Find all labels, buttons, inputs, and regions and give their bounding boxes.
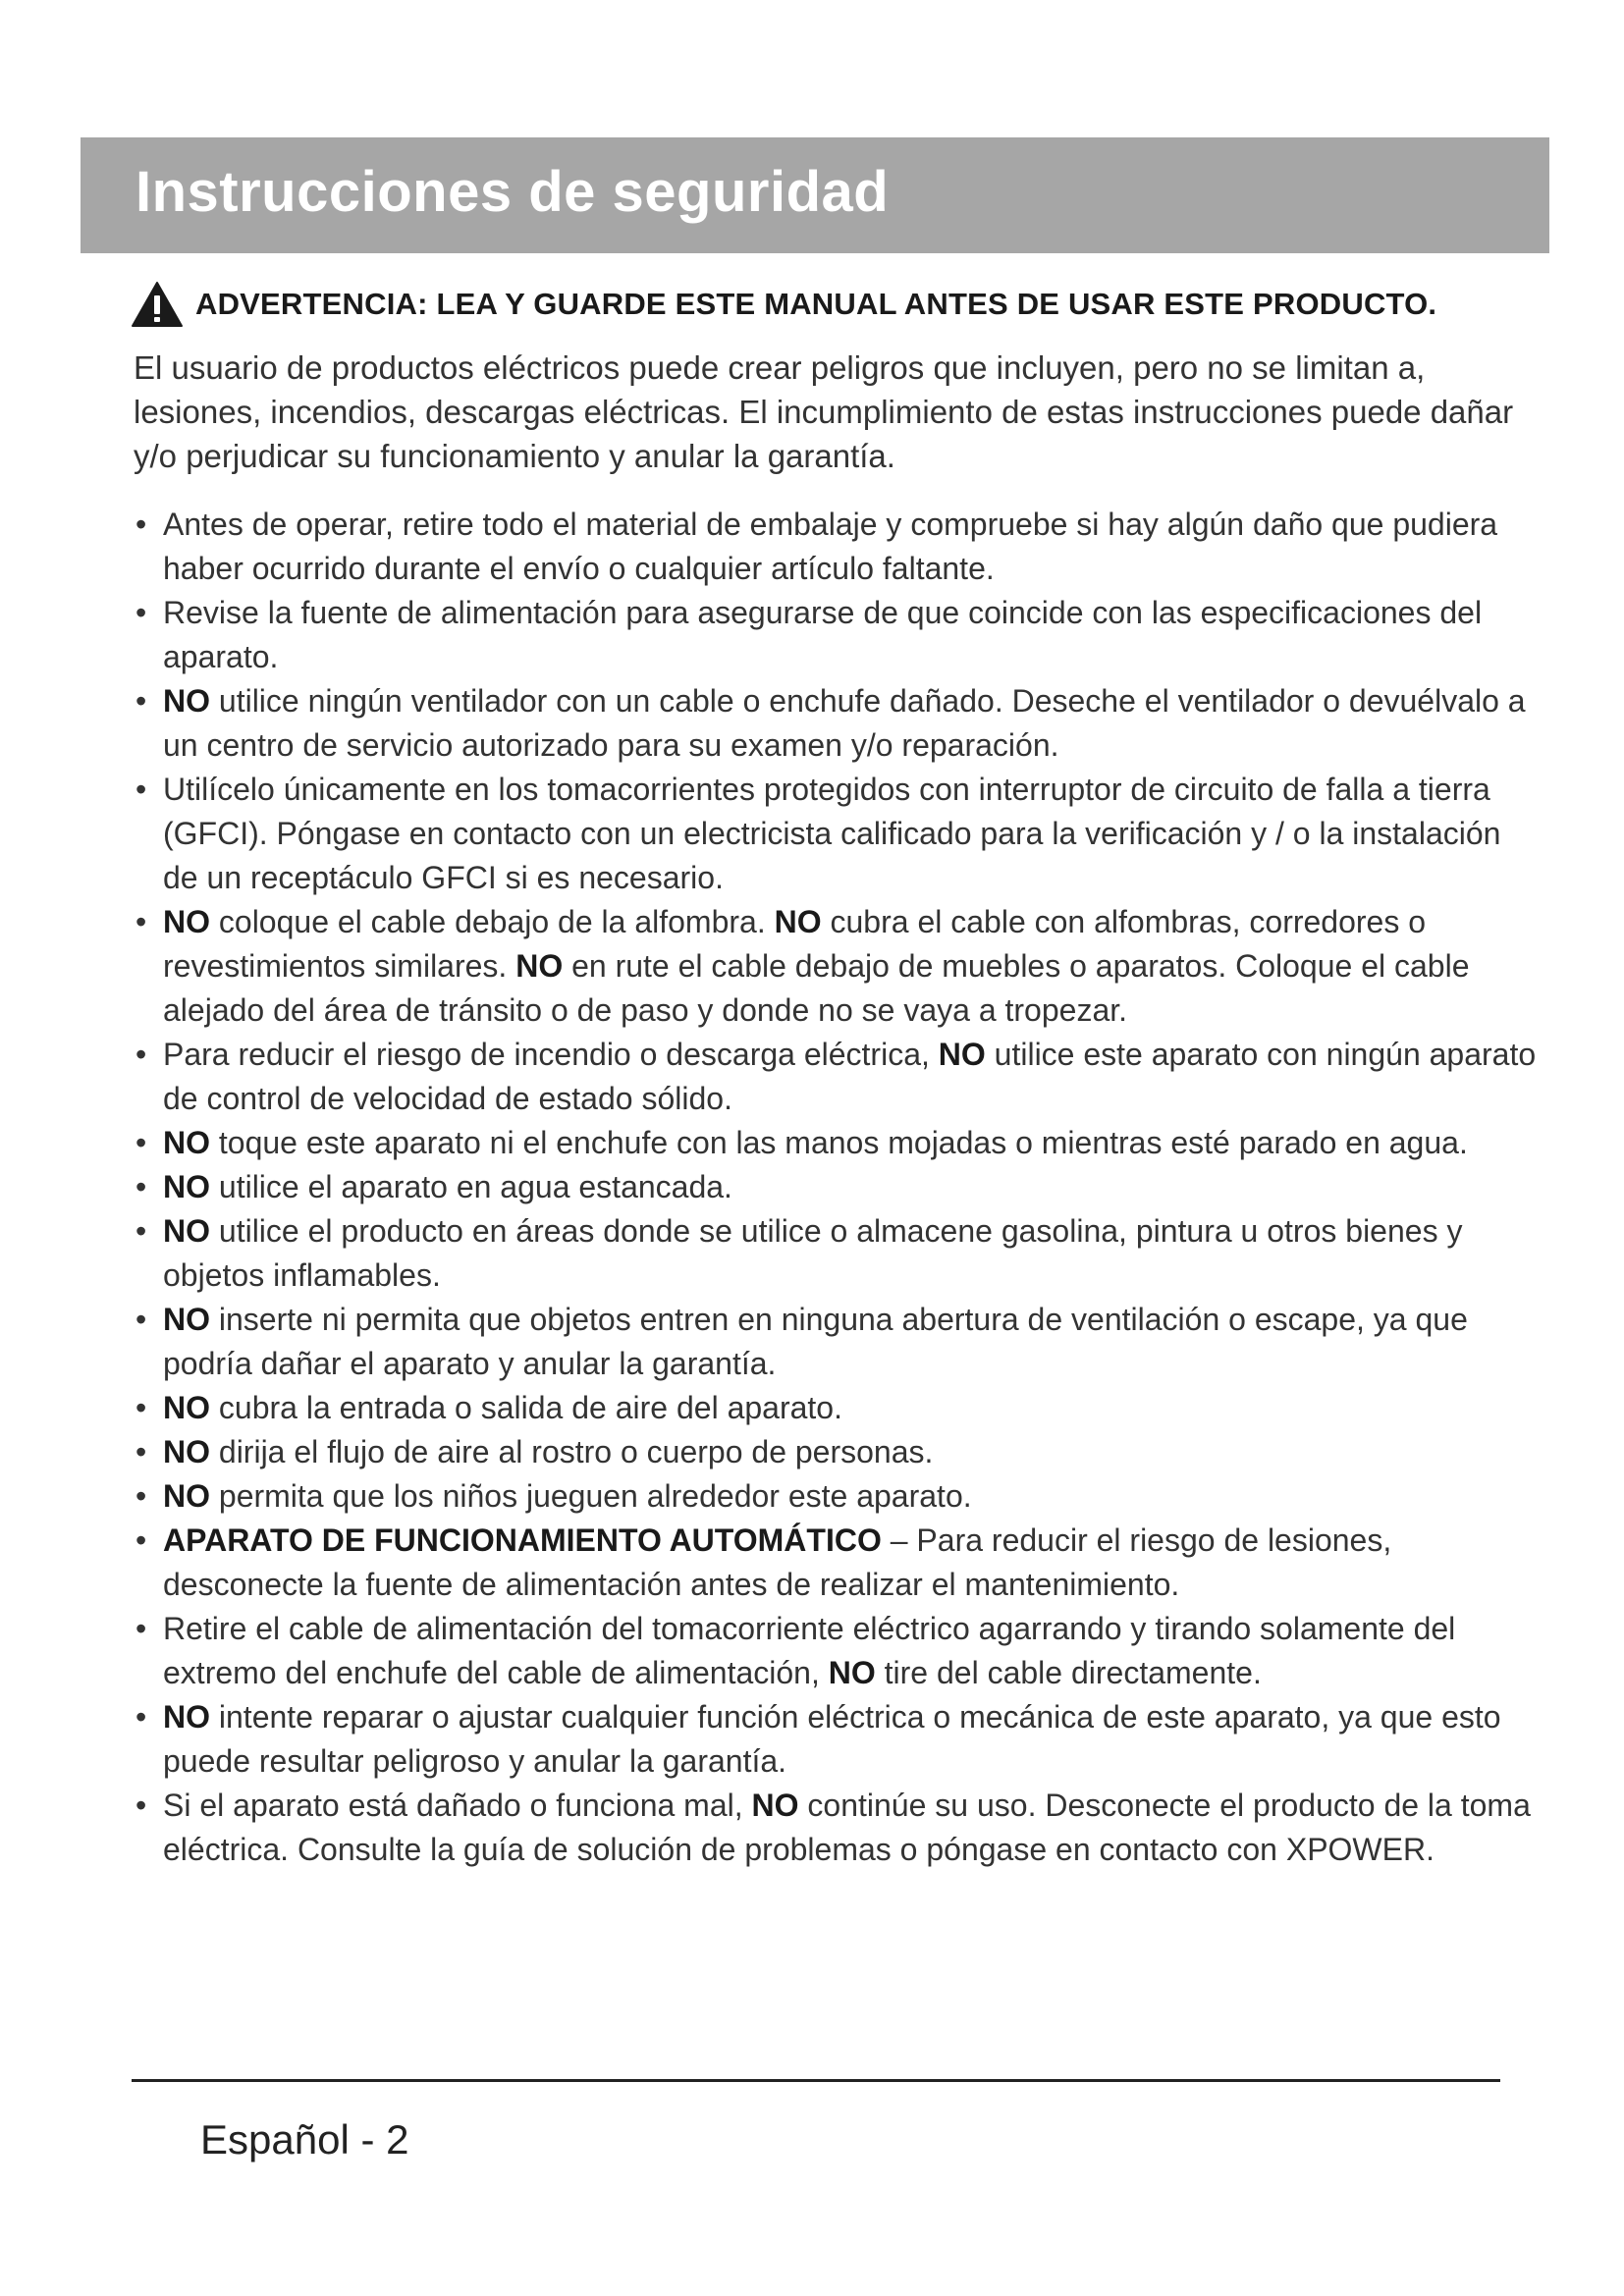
- safety-rule-item: [134, 1165, 1538, 1209]
- rule-text: dirija el flujo de aire al rostro o cuerpo de personas.: [210, 1434, 934, 1469]
- rule-text: utilice el aparato en agua estancada.: [210, 1169, 732, 1204]
- safety-rule-item: [134, 1033, 1538, 1121]
- warning-text: ADVERTENCIA: LEA Y GUARDE ESTE MANUAL ANTES DE USAR ESTE PRODUCTO.: [195, 287, 1437, 321]
- rule-emphasis: NO: [163, 904, 210, 939]
- safety-rule-item: [134, 900, 1538, 1033]
- warning-line: [131, 281, 1436, 328]
- rule-text: cubra el cable con alfombras, corredores o revestimientos similares.: [163, 904, 1427, 984]
- safety-rule-item: [134, 503, 1538, 591]
- rule-text: Si el aparato está dañado o funciona mal,: [163, 1788, 752, 1823]
- safety-rule-item: [134, 1430, 1538, 1474]
- rule-emphasis: NO: [163, 1434, 210, 1469]
- rule-text: Para reducir el riesgo de incendio o descarga eléctrica,: [163, 1037, 939, 1072]
- intro-paragraph: El usuario de productos eléctricos puede crear peligros que incluyen, pero no se limitan a, lesiones, incendios, descargas eléctricas. El incumplimiento de estas instrucciones puede dañar y/o perjudicar su funcionamiento y anular la garantía.: [134, 349, 1514, 474]
- rule-emphasis: NO: [163, 683, 210, 719]
- rule-emphasis: NO: [163, 1390, 210, 1425]
- rule-emphasis: NO: [163, 1699, 210, 1735]
- section-header-bar: [81, 137, 1549, 253]
- rule-text: continúe su uso. Desconecte el producto de la toma eléctrica. Consulte la guía de solución de problemas o póngase en contacto con XPOWER.: [163, 1788, 1531, 1867]
- safety-rule-item: [134, 1298, 1538, 1386]
- rule-text: inserte ni permita que objetos entren en ninguna abertura de ventilación o escape, ya que podría dañar el aparato y anular la garantía.: [163, 1302, 1468, 1381]
- rule-emphasis: NO: [828, 1655, 876, 1690]
- safety-rules-list: [134, 503, 1538, 1872]
- rule-text: tire del cable directamente.: [875, 1655, 1262, 1690]
- rule-text: coloque el cable debajo de la alfombra.: [210, 904, 775, 939]
- page-number: Español - 2: [200, 2116, 409, 2163]
- safety-rule-item: [134, 591, 1538, 679]
- safety-rule-item: [134, 1519, 1538, 1607]
- safety-rule-item: [134, 1607, 1538, 1695]
- rule-emphasis: NO: [163, 1125, 210, 1160]
- rule-text: Antes de operar, retire todo el material de embalaje y compruebe si hay algún daño que pudiera haber ocurrido durante el envío o cualquier artículo faltante.: [163, 507, 1498, 586]
- safety-rule-item: [134, 1474, 1538, 1519]
- rule-emphasis: NO: [163, 1302, 210, 1337]
- rule-text: utilice ningún ventilador con un cable o enchufe dañado. Deseche el ventilador o devuélvalo a un centro de servicio autorizado para su examen y/o reparación.: [163, 683, 1526, 763]
- rule-emphasis: NO: [163, 1169, 210, 1204]
- rule-text: Utilícelo únicamente en los tomacorrientes protegidos con interruptor de circuito de falla a tierra (GFCI). Póngase en contacto con un electricista calificado para la verificación y / o la instalación de un receptáculo GFCI si es necesario.: [163, 772, 1501, 895]
- rule-emphasis: NO: [163, 1478, 210, 1514]
- safety-rule-item: [134, 1695, 1538, 1784]
- safety-rule-item: [134, 679, 1538, 768]
- rule-text: cubra la entrada o salida de aire del aparato.: [210, 1390, 842, 1425]
- rule-text: utilice el producto en áreas donde se utilice o almacene gasolina, pintura u otros bienes y objetos inflamables.: [163, 1213, 1463, 1293]
- rule-text: permita que los niños jueguen alrededor este aparato.: [210, 1478, 972, 1514]
- rule-emphasis: APARATO DE FUNCIONAMIENTO AUTOMÁTICO: [163, 1522, 882, 1558]
- safety-rule-item: [134, 1784, 1538, 1872]
- rule-text: en rute el cable debajo de muebles o aparatos. Coloque el cable alejado del área de tránsito o de paso y donde no se vaya a tropezar.: [163, 948, 1470, 1028]
- safety-rule-item: [134, 1209, 1538, 1298]
- rule-emphasis: NO: [938, 1037, 986, 1072]
- rule-emphasis: NO: [774, 904, 822, 939]
- footer-divider: [132, 2079, 1500, 2082]
- safety-rule-item: [134, 1386, 1538, 1430]
- rule-text: intente reparar o ajustar cualquier función eléctrica o mecánica de este aparato, ya que esto puede resultar peligroso y anular la garantía.: [163, 1699, 1501, 1779]
- rule-emphasis: NO: [751, 1788, 799, 1823]
- rule-emphasis: NO: [163, 1213, 210, 1249]
- rule-emphasis: NO: [515, 948, 564, 984]
- safety-rule-item: [134, 768, 1538, 900]
- page-title: Instrucciones de seguridad: [135, 160, 890, 224]
- rule-text: toque este aparato ni el enchufe con las manos mojadas o mientras esté parado en agua.: [210, 1125, 1468, 1160]
- warning-triangle-icon: [131, 281, 184, 328]
- rule-text: utilice este aparato con ningún aparato de control de velocidad de estado sólido.: [163, 1037, 1537, 1116]
- rule-text: Retire el cable de alimentación del tomacorriente eléctrico agarrando y tirando solamente del extremo del enchufe del cable de alimentación,: [163, 1611, 1456, 1690]
- rule-text: Revise la fuente de alimentación para asegurarse de que coincide con las especificaciones del aparato.: [163, 595, 1483, 674]
- rule-text: – Para reducir el riesgo de lesiones, desconecte la fuente de alimentación antes de realizar el mantenimiento.: [163, 1522, 1392, 1602]
- safety-rule-item: [134, 1121, 1538, 1165]
